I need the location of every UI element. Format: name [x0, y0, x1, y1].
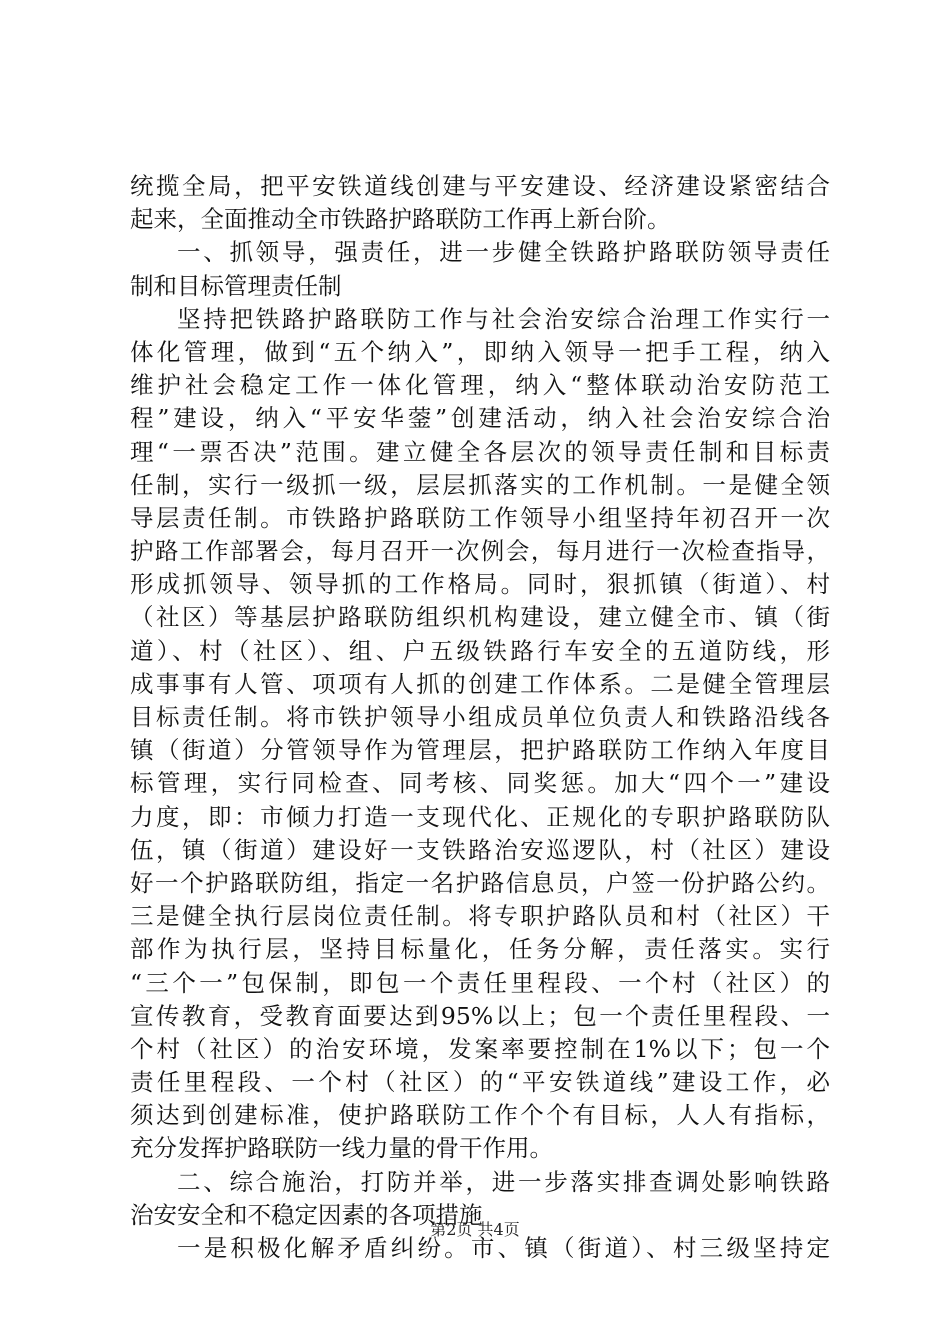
text-line: 三是健全执行层岗位责任制。将专职护路队员和村（社区）干: [130, 902, 830, 931]
text-line: 充分发挥护路联防一线力量的骨干作用。: [130, 1134, 553, 1163]
text-line: 力度，即：市倾力打造一支现代化、正规化的专职护路联防队: [130, 802, 830, 831]
text-line: 成事事有人管、项项有人抓的创建工作体系。二是健全管理层: [130, 669, 830, 698]
page-footer: 第2页 共4页: [430, 1220, 520, 1239]
text-line: 个村（社区）的治安环境，发案率要控制在1%以下；包一个: [130, 1034, 830, 1063]
text-line: 理“一票否决”范围。建立健全各层次的领导责任制和目标责: [130, 437, 830, 466]
text-line: 目标责任制。将市铁护领导小组成员单位负责人和铁路沿线各: [130, 703, 830, 731]
text-line: 一是积极化解矛盾纠纷。市、镇（街道）、村三级坚持定: [177, 1234, 830, 1262]
text-line: “三个一”包保制，即包一个责任里程段、一个村（社区）的: [130, 968, 830, 997]
text-line: 道）、村（社区）、组、户五级铁路行车安全的五道防线，形: [130, 636, 830, 665]
text-line: 治安安全和不稳定因素的各项措施: [130, 1200, 483, 1229]
text-line: 标管理，实行同检查、同考核、同奖惩。加大“四个一”建设: [130, 769, 830, 798]
text-line: 好一个护路联防组，指定一名护路信息员，户签一份护路公约。: [130, 868, 830, 897]
document-body: [130, 170, 830, 1265]
text-line: 体化管理，做到“五个纳入”，即纳入领导一把手工程，纳入: [130, 337, 830, 366]
text-line: 制和目标管理责任制: [130, 271, 342, 300]
text-line: 形成抓领导、领导抓的工作格局。同时，狠抓镇（街道）、村: [130, 570, 830, 599]
text-line: 伍，镇（街道）建设好一支铁路治安巡逻队，村（社区）建设: [130, 835, 830, 864]
text-line: 须达到创建标准，使护路联防工作个个有目标，人人有指标，: [130, 1101, 830, 1130]
text-line: （社区）等基层护路联防组织机构建设，建立健全市、镇（街: [130, 603, 830, 632]
text-line: 任制，实行一级抓一级，层层抓落实的工作机制。一是健全领: [130, 470, 830, 499]
text-line: 起来，全面推动全市铁路护路联防工作再上新台阶。: [130, 205, 671, 234]
text-line: 镇（街道）分管领导作为管理层，把护路联防工作纳入年度目: [130, 736, 830, 765]
text-line: 责任里程段、一个村（社区）的“平安铁道线”建设工作，必: [130, 1068, 830, 1097]
text-line: 宣传教育，受教育面要达到95%以上；包一个责任里程段、一: [130, 1001, 830, 1030]
text-line: 导层责任制。市铁路护路联防工作领导小组坚持年初召开一次: [130, 503, 830, 532]
text-line: 护路工作部署会，每月召开一次例会，每月进行一次检查指导，: [130, 537, 830, 566]
text-line: 一、抓领导，强责任，进一步健全铁路护路联防领导责任: [177, 238, 830, 267]
text-line: 二、综合施治，打防并举，进一步落实排查调处影响铁路: [177, 1167, 830, 1196]
text-line: 部作为执行层，坚持目标量化，任务分解，责任落实。实行: [130, 935, 830, 964]
text-line: 坚持把铁路护路联防工作与社会治安综合治理工作实行一: [177, 304, 830, 333]
text-line: 维护社会稳定工作一体化管理，纳入“整体联动治安防范工: [130, 371, 830, 400]
text-line: 统揽全局，把平安铁道线创建与平安建设、经济建设紧密结合: [130, 172, 830, 200]
text-line: 程”建设，纳入“平安华蓥”创建活动，纳入社会治安综合治: [130, 404, 830, 433]
